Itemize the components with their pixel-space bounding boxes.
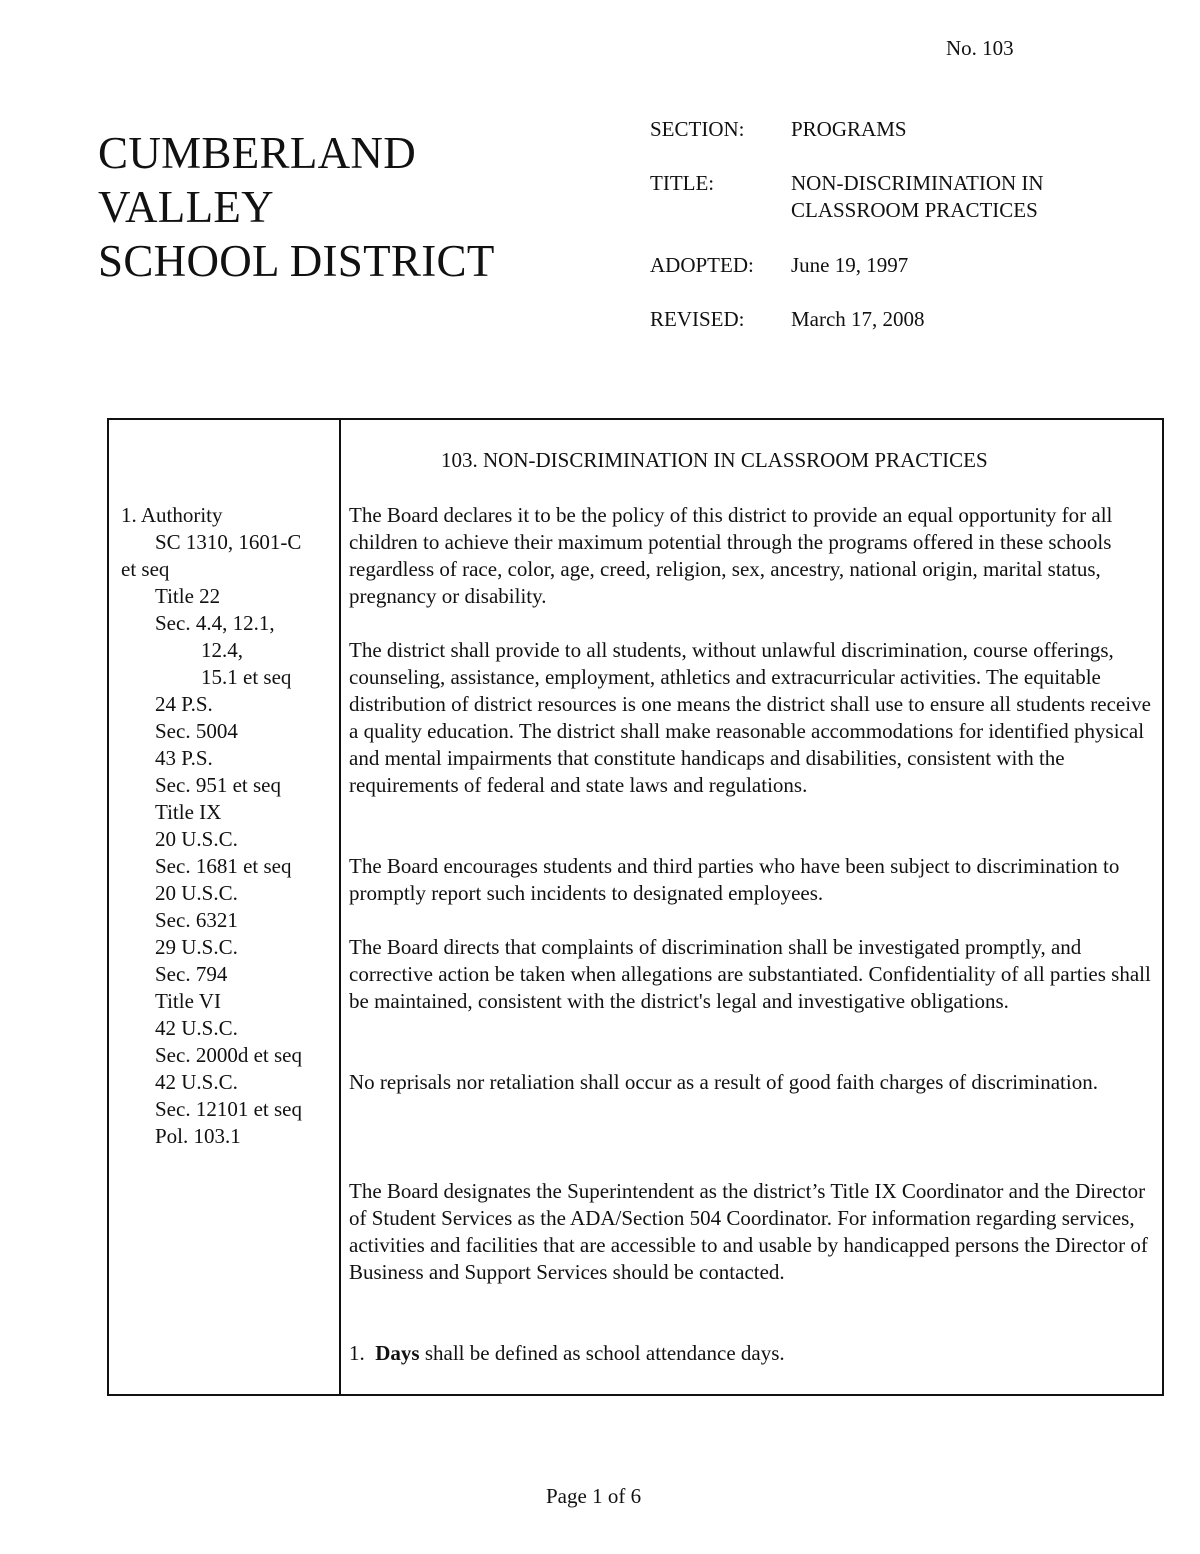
authority-line: et seq: [121, 557, 170, 581]
section-label: SECTION:: [650, 117, 745, 141]
section-value: PROGRAMS: [791, 117, 907, 141]
authority-line: Pol. 103.1: [155, 1124, 241, 1148]
definition-number: 1.: [349, 1341, 365, 1365]
authority-line: 20 U.S.C.: [155, 881, 238, 905]
title-value-line2: CLASSROOM PRACTICES: [791, 198, 1038, 222]
authority-line: Sec. 12101 et seq: [155, 1097, 302, 1121]
authority-line: Sec. 794: [155, 962, 228, 986]
authority-line: Title 22: [155, 584, 221, 608]
policy-paragraph: The district shall provide to all students, without unlawful discrimination, course offerings, counseling, assistance, employment, athletics and extracurricular activities. The equitable distribution of district resources is one means the district shall use to ensure all students receive a quality education. The district shall make reasonable accommodations for identified physical and mental impairments that constitute handicaps and disabilities, consistent with the requirements of federal and state laws and regulations.: [349, 638, 1151, 797]
policy-box: [107, 418, 1164, 1396]
adopted-value: June 19, 1997: [791, 253, 909, 277]
column-divider: [339, 420, 341, 1394]
policy-paragraph: The Board designates the Superintendent as the district’s Title IX Coordinator and the Director of Student Services as the ADA/Section 504 Coordinator. For information regarding services, activities and facilities that are accessible to and usable by handicapped persons the Director of Business and Support Services should be contacted.: [349, 1179, 1148, 1284]
authority-list: [121, 502, 331, 1150]
policy-paragraph: The Board declares it to be the policy of this district to provide an equal opportunity for all children to achieve their maximum potential through the programs offered in these schools regardless of race, color, age, creed, religion, sex, ancestry, national origin, marital status, pregnancy or disability.: [349, 503, 1113, 608]
revised-label: REVISED:: [650, 307, 745, 331]
authority-line: 20 U.S.C.: [155, 827, 238, 851]
adopted-label: ADOPTED:: [650, 253, 754, 277]
definition-term: Days: [375, 1341, 420, 1365]
authority-line: 42 U.S.C.: [155, 1016, 238, 1040]
district-name-line: SCHOOL DISTRICT: [98, 236, 495, 286]
definition-item: [349, 1340, 1154, 1367]
definition-text: shall be defined as school attendance days.: [419, 1341, 785, 1365]
authority-line: 43 P.S.: [155, 746, 213, 770]
authority-line: 29 U.S.C.: [155, 935, 238, 959]
authority-heading: 1. Authority: [121, 503, 223, 527]
district-name-line: VALLEY: [98, 182, 274, 232]
authority-line: Title IX: [155, 800, 222, 824]
revised-value: March 17, 2008: [791, 307, 925, 331]
authority-line: 42 U.S.C.: [155, 1070, 238, 1094]
authority-line: 15.1 et seq: [201, 665, 292, 689]
authority-line: Sec. 5004: [155, 719, 238, 743]
policy-paragraph: The Board directs that complaints of discrimination shall be investigated promptly, and corrective action be taken when allegations are substantiated. Confidentiality of all parties shall be maintained, consistent with the district's legal and investigative obligations.: [349, 935, 1151, 1013]
district-name-line: CUMBERLAND: [98, 128, 417, 178]
authority-line: SC 1310, 1601-C: [155, 530, 302, 554]
page-number: Page 1 of 6: [546, 1484, 642, 1508]
authority-line: 24 P.S.: [155, 692, 213, 716]
authority-line: Sec. 1681 et seq: [155, 854, 292, 878]
policy-paragraph: The Board encourages students and third parties who have been subject to discrimination to promptly report such incidents to designated employees.: [349, 854, 1120, 905]
policy-title: 103. NON-DISCRIMINATION IN CLASSROOM PRACTICES: [441, 448, 988, 472]
authority-line: Sec. 4.4, 12.1,: [155, 611, 275, 635]
title-label: TITLE:: [650, 171, 715, 195]
authority-line: Title VI: [155, 989, 221, 1013]
policy-paragraph: No reprisals nor retaliation shall occur as a result of good faith charges of discrimination.: [349, 1070, 1098, 1094]
policy-number: No. 103: [946, 36, 1014, 60]
district-name: [98, 126, 495, 288]
title-value-line1: NON-DISCRIMINATION IN: [791, 171, 1044, 195]
authority-line: Sec. 2000d et seq: [155, 1043, 302, 1067]
authority-line: Sec. 951 et seq: [155, 773, 281, 797]
authority-line: 12.4,: [201, 638, 243, 662]
authority-line: Sec. 6321: [155, 908, 238, 932]
